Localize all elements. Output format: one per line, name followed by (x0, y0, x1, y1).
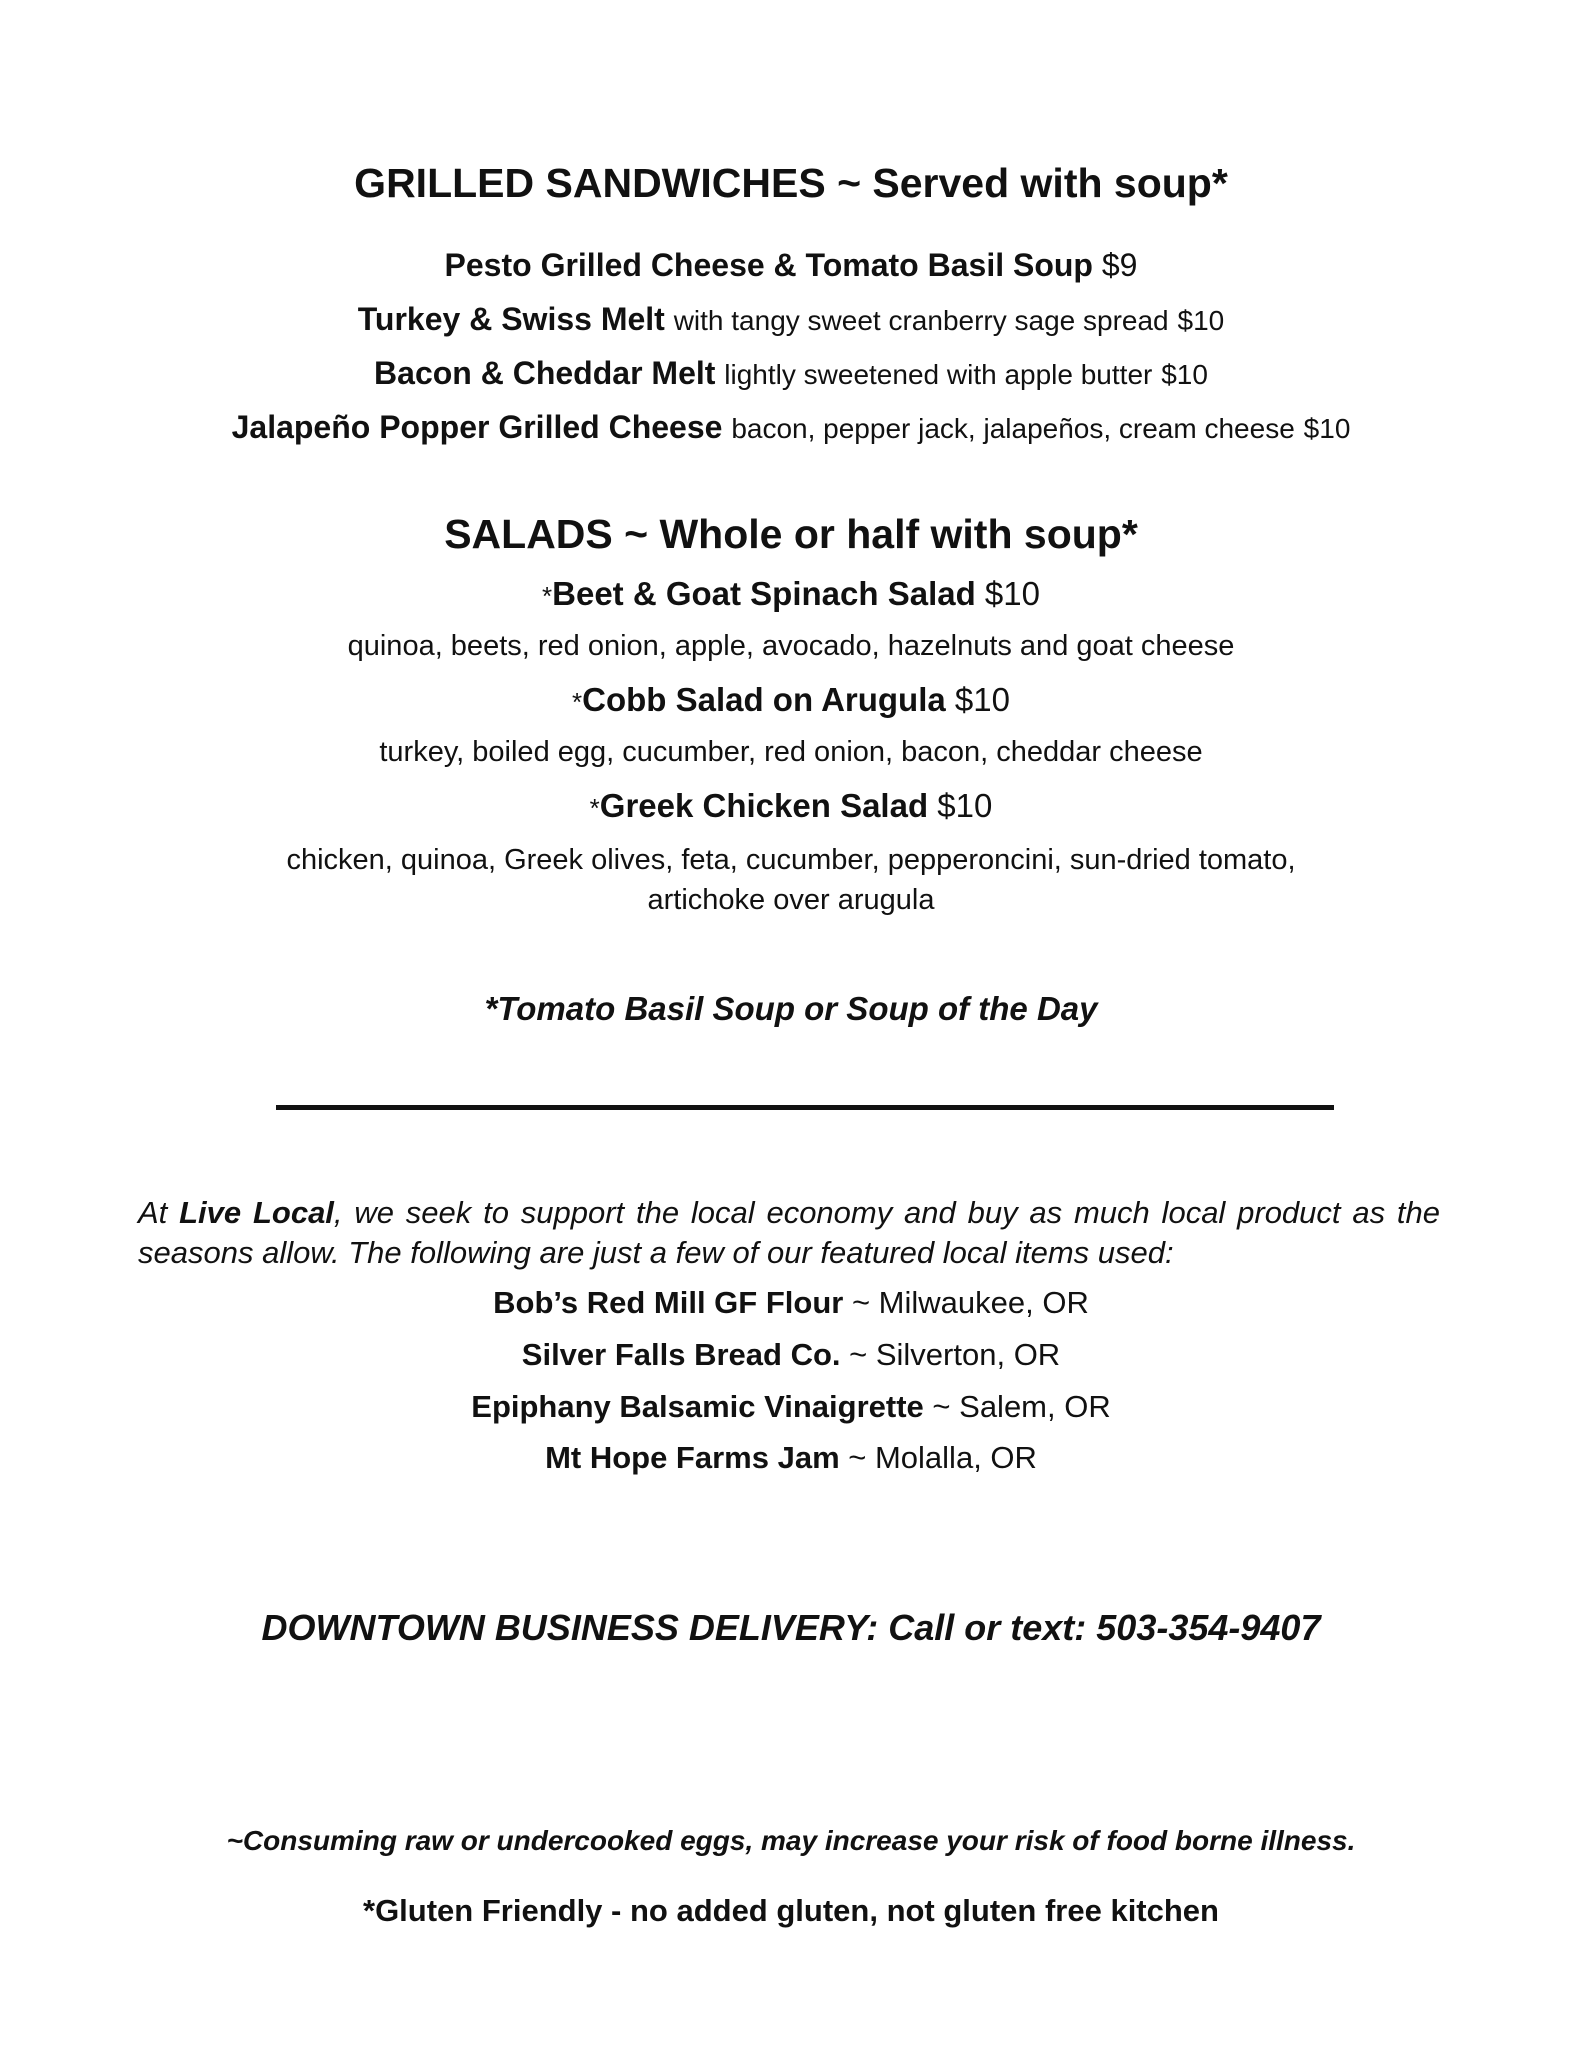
local-item-name: Mt Hope Farms Jam (545, 1440, 840, 1475)
item-price: $10 (954, 681, 1010, 718)
item-price: $10 (984, 575, 1040, 612)
item-name: Jalapeño Popper Grilled Cheese (231, 409, 723, 445)
local-item-location: ~ Molalla, OR (848, 1440, 1037, 1475)
menu-item-jalapeno-popper (0, 409, 1582, 446)
item-description: with tangy sweet cranberry sage spread (673, 305, 1169, 336)
item-price: $10 (1177, 305, 1225, 336)
menu-item-beet-goat-salad (0, 575, 1582, 613)
soup-note: *Tomato Basil Soup or Soup of the Day (484, 990, 1098, 1027)
item-price: $10 (937, 787, 993, 824)
local-item-location: ~ Milwaukee, OR (851, 1285, 1089, 1320)
item-name: Pesto Grilled Cheese & Tomato Basil Soup (444, 247, 1093, 283)
local-item-location: ~ Silverton, OR (849, 1337, 1061, 1372)
item-price: $10 (1161, 359, 1208, 390)
section-divider (276, 1105, 1334, 1110)
local-item (0, 1337, 1582, 1373)
local-item-name: Silver Falls Bread Co. (521, 1337, 841, 1372)
gluten-friendly-marker: * (542, 581, 553, 611)
intro-text: At (138, 1195, 180, 1230)
salads-heading: SALADS ~ Whole or half with soup* (444, 511, 1138, 557)
item-description: lightly sweetened with apple butter (724, 359, 1153, 390)
local-item-name: Bob’s Red Mill GF Flour (493, 1285, 844, 1320)
menu-item-turkey-swiss-melt (0, 301, 1582, 338)
item-description: bacon, pepper jack, jalapeños, cream cheese (731, 413, 1295, 444)
live-local-paragraph (138, 1193, 1440, 1273)
item-description: turkey, boiled egg, cucumber, red onion, bacon, cheddar cheese (379, 736, 1203, 768)
sandwiches-heading: GRILLED SANDWICHES ~ Served with soup* (354, 160, 1228, 206)
item-price: $9 (1101, 247, 1138, 283)
item-description-continued: artichoke over arugula (647, 884, 935, 916)
local-item (0, 1285, 1582, 1321)
item-name: Greek Chicken Salad (599, 787, 929, 824)
item-description: chicken, quinoa, Greek olives, feta, cucumber, pepperoncini, sun-dried tomato, (286, 844, 1296, 876)
food-safety-warning: ~Consuming raw or undercooked eggs, may increase your risk of food borne illness. (226, 1825, 1356, 1856)
gluten-friendly-marker: * (572, 687, 583, 717)
item-price: $10 (1303, 413, 1351, 444)
item-name: Turkey & Swiss Melt (357, 301, 665, 337)
menu-item-pesto-grilled-cheese (0, 247, 1582, 284)
local-item (0, 1389, 1582, 1425)
item-name: Beet & Goat Spinach Salad (552, 575, 976, 612)
item-name: Cobb Salad on Arugula (582, 681, 946, 718)
gluten-friendly-marker: * (589, 793, 600, 823)
item-name: Bacon & Cheddar Melt (374, 355, 716, 391)
delivery-info: DOWNTOWN BUSINESS DELIVERY: Call or text: 503-354-9407 (261, 1607, 1321, 1648)
intro-text-continued: , we seek to support the local economy and buy as much local product as the seasons allow. The following are just a few of our featured local items used: (138, 1195, 1440, 1270)
local-item-location: ~ Salem, OR (932, 1389, 1111, 1424)
menu-item-cobb-salad (0, 681, 1582, 719)
local-item (0, 1440, 1582, 1476)
brand-name: Live Local (179, 1195, 334, 1230)
menu-item-bacon-cheddar-melt (0, 355, 1582, 392)
local-item-name: Epiphany Balsamic Vinaigrette (471, 1389, 924, 1424)
gluten-friendly-note: *Gluten Friendly - no added gluten, not gluten free kitchen (363, 1893, 1219, 1928)
item-description: quinoa, beets, red onion, apple, avocado, hazelnuts and goat cheese (347, 630, 1235, 662)
menu-item-greek-chicken-salad (0, 787, 1582, 825)
